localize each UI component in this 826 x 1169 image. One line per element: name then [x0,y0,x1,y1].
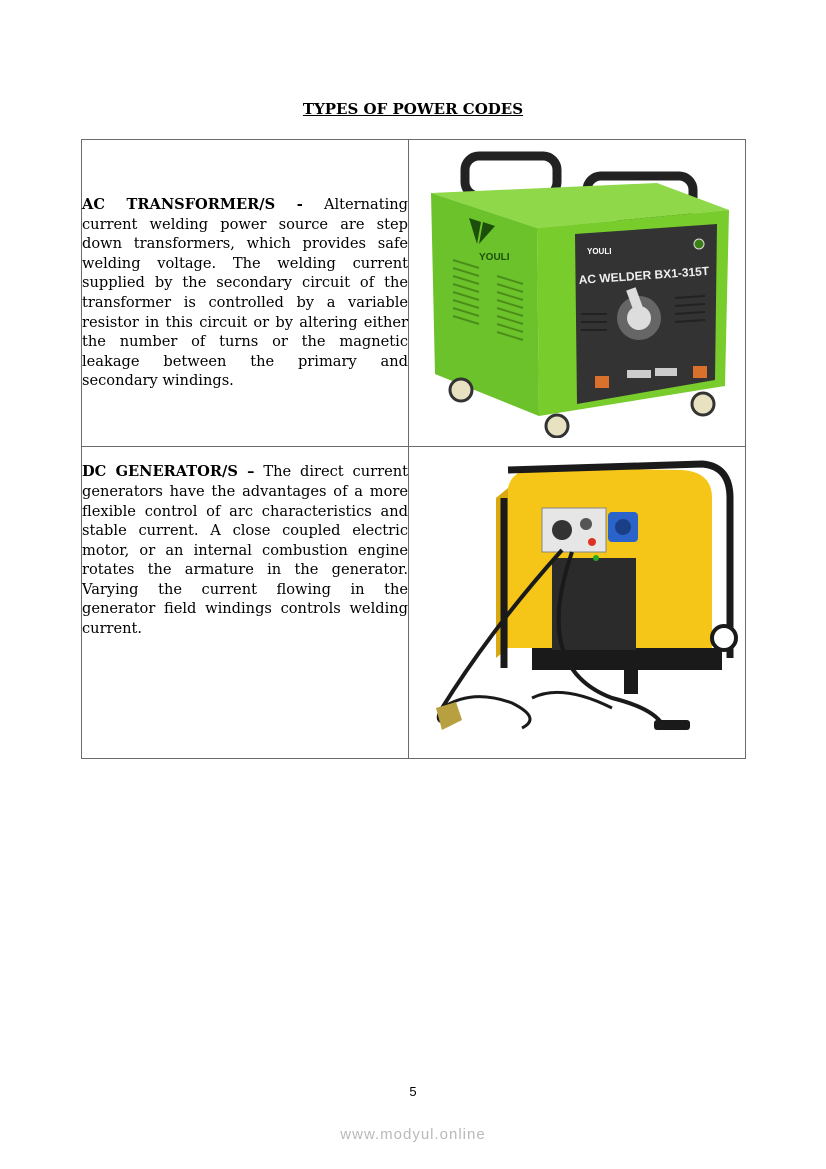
ac-transformer-term: AC TRANSFORMER/S - [82,196,303,214]
ac-transformer-description: Alternating current welding power source are step down transformers, which provides safe welding voltage. The welding current supplied by the secondary circuit of the transformer is controlled by a variable resistor in this circuit or by altering either the number of turns or the magnetic leakage between the primary and secondary windings. [82,196,408,390]
ac-transformer-image-cell [409,140,746,447]
dc-generator-image [412,458,742,748]
ac-transformer-paragraph [82,195,408,391]
dc-generator-text-cell [82,447,409,759]
page-title: TYPES OF POWER CODES [302,100,524,118]
table-row [82,140,746,447]
dc-generator-paragraph [82,462,408,638]
ac-welder-panel-brand: YOULI [587,247,612,256]
ac-transformer-text-cell [82,140,409,447]
dc-generator-image-cell [409,447,746,759]
watermark: www.modyul.online [340,1126,486,1143]
ac-welder-model-label: AC WELDER BX1-315T [578,263,710,287]
ac-welder-image [417,148,737,438]
ac-welder-brand-label: YOULI [479,252,510,263]
dc-generator-description: The direct current generators have the advantages of a more flexible control of arc characteristics and stable current. A close coupled electric motor, or an internal combustion engine rotates the armature in the generator. Varying the current flowing in the generator field windings controls welding current. [82,463,408,638]
power-codes-table [81,139,746,759]
table-row [82,447,746,759]
page-number: 5 [409,1084,417,1099]
dc-generator-term: DC GENERATOR/S – [82,463,255,481]
